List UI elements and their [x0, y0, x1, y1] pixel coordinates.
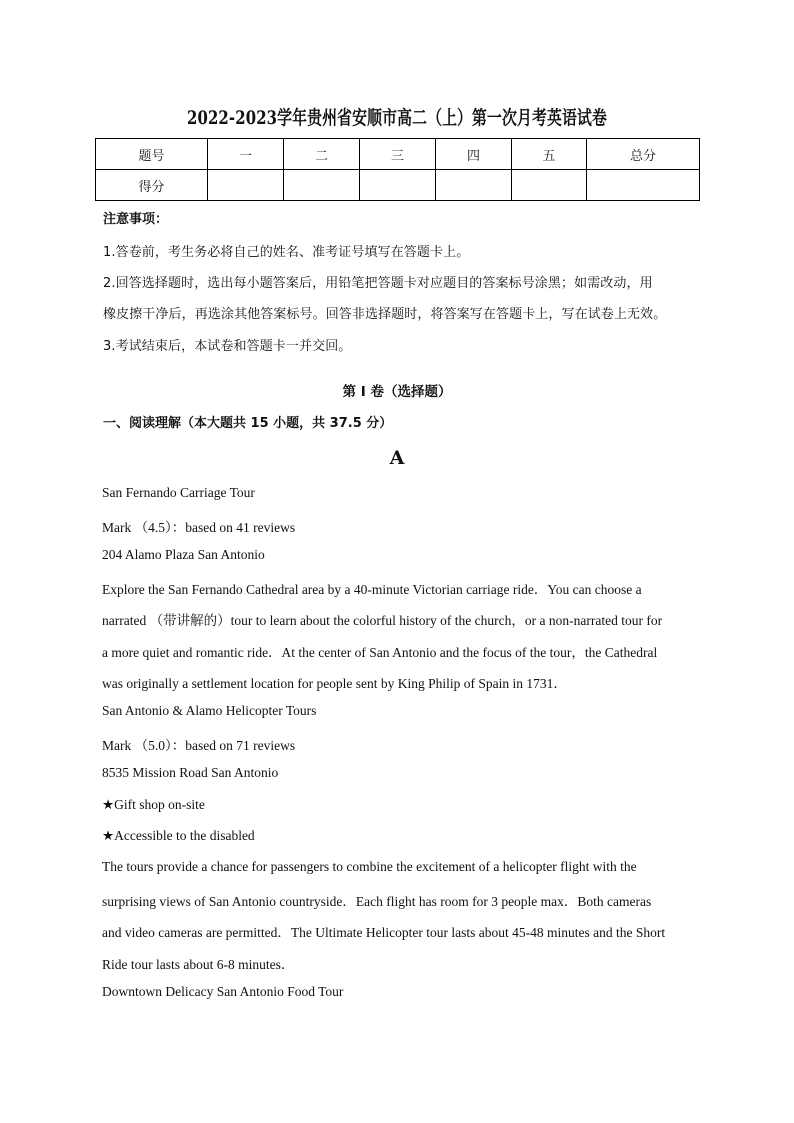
passage-line: ★Gift shop on-site — [102, 797, 205, 812]
passage-line: Explore the San Fernando Cathedral area by a 40-minute Victorian carriage ride．You can choose a — [102, 582, 642, 597]
note-item: 3.考试结束后，本试卷和答题卡一并交回。 — [103, 339, 352, 354]
passage-line: The tours provide a chance for passengers to combine the excitement of a helicopter flight with the — [102, 859, 637, 874]
score-table-score-row — [96, 170, 700, 201]
score-cell — [436, 170, 512, 201]
part-title: 第 I 卷（选择题） — [342, 384, 452, 400]
score-cell — [587, 170, 700, 201]
passage-line: and video cameras are permitted．The Ultimate Helicopter tour lasts about 45-48 minutes and the Short — [102, 925, 666, 940]
notes-heading: 注意事项： — [103, 212, 169, 227]
passage-label: A — [389, 447, 405, 469]
score-table — [95, 138, 700, 201]
passage-line: 204 Alamo Plaza San Antonio — [102, 547, 265, 562]
header-cell-2: 二 — [284, 139, 360, 170]
exam-title: 2022-2023学年贵州省安顺市高二（上）第一次月考英语试卷 — [186, 107, 607, 129]
score-cell — [208, 170, 284, 201]
header-cell-question-number: 题号 — [96, 139, 208, 170]
passage-line: narrated （带讲解的）tour to learn about the colorful history of the church，or a non-narrated tour for — [102, 613, 663, 628]
score-cell — [360, 170, 436, 201]
note-item: 橡皮擦干净后，再选涂其他答案标号。回答非选择题时，将答案写在答题卡上，写在试卷上无效。 — [103, 307, 667, 322]
score-table-header-row — [96, 139, 700, 170]
passage-line: San Fernando Carriage Tour — [102, 485, 255, 500]
score-cell — [512, 170, 587, 201]
passage-line: surprising views of San Antonio countryside．Each flight has room for 3 people max．Both cameras — [102, 894, 652, 909]
section-title: 一、阅读理解（本大题共 15 小题，共 37.5 分） — [103, 416, 393, 431]
header-cell-5: 五 — [512, 139, 587, 170]
header-cell-4: 四 — [436, 139, 512, 170]
passage-line: Downtown Delicacy San Antonio Food Tour — [102, 984, 344, 999]
passage-line: Mark （4.5）：based on 41 reviews — [102, 520, 296, 535]
passage-line: 8535 Mission Road San Antonio — [102, 765, 279, 780]
score-row-label: 得分 — [96, 170, 208, 201]
passage-line: Ride tour lasts about 6-8 minutes． — [102, 957, 295, 972]
header-cell-total: 总分 — [587, 139, 700, 170]
header-cell-1: 一 — [208, 139, 284, 170]
passage-line: San Antonio & Alamo Helicopter Tours — [102, 703, 317, 718]
passage-line: Mark （5.0）：based on 71 reviews — [102, 738, 296, 753]
note-item: 2.回答选择题时，选出每小题答案后，用铅笔把答题卡对应题目的答案标号涂黑；如需改动，用 — [103, 276, 653, 291]
passage-line: ★Accessible to the disabled — [102, 828, 255, 843]
passage-line: a more quiet and romantic ride．At the center of San Antonio and the focus of the tour，the Cathedral — [102, 645, 658, 660]
note-item: 1.答卷前，考生务必将自己的姓名、准考证号填写在答题卡上。 — [103, 245, 470, 260]
score-cell — [284, 170, 360, 201]
header-cell-3: 三 — [360, 139, 436, 170]
passage-line: was originally a settlement location for people sent by King Philip of Spain in 1731． — [102, 676, 567, 691]
